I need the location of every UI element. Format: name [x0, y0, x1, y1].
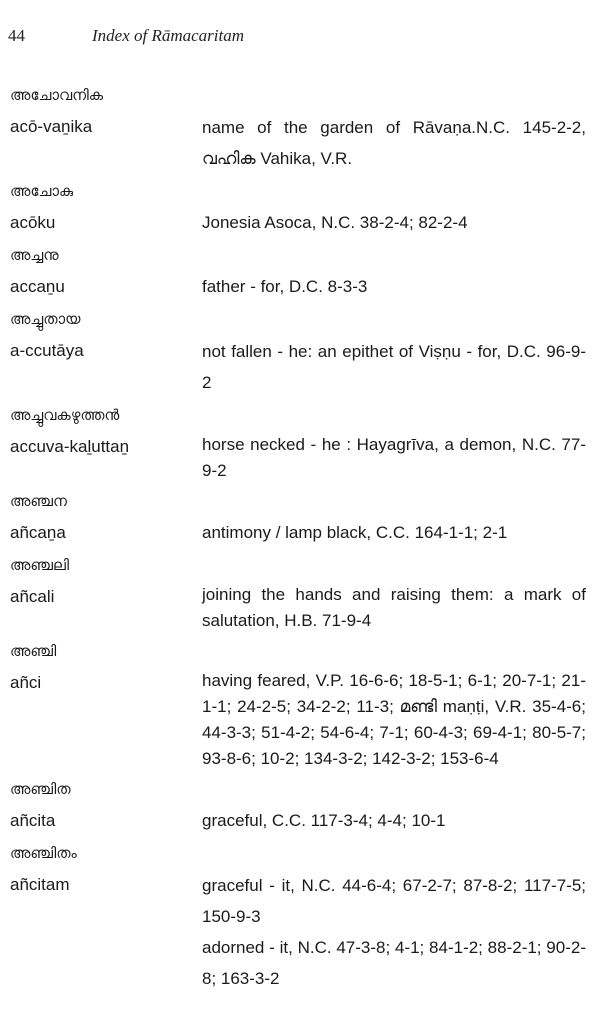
definition: name of the garden of Rāvaṇa.N.C. 145-2-2, വഹിക Vahika, V.R. — [202, 118, 586, 168]
index-entry — [10, 484, 586, 548]
definition: graceful - it, N.C. 44-6-4; 67-2-7; 87-8-2; 117-7-5; 150-9-3 — [202, 876, 586, 926]
malayalam-headword: അഞ്ചലി — [10, 556, 70, 574]
transliterated-headword: acō-vaṉika — [10, 117, 93, 136]
definition: antimony / lamp black, C.C. 164-1-1; 2-1 — [202, 523, 508, 542]
index-entry — [10, 398, 586, 484]
index-entries — [10, 78, 586, 994]
index-entry — [10, 78, 586, 174]
transliterated-headword: accuva-kaḻuttaṉ — [10, 437, 130, 456]
transliterated-headword: añcita — [10, 811, 56, 830]
definition: joining the hands and raising them: a mark of salutation, H.B. 71-9-4 — [202, 585, 586, 630]
malayalam-headword: അഞ്ചിത — [10, 780, 71, 798]
transliterated-headword: accaṉu — [10, 277, 65, 296]
malayalam-headword: അച്ചനു — [10, 246, 59, 264]
transliterated-headword: añcali — [10, 587, 55, 606]
definition: not fallen - he: an epithet of Viṣṇu - for, D.C. 96-9-2 — [202, 342, 586, 392]
malayalam-headword: അച്ചുതായ — [10, 310, 81, 328]
definition: Jonesia Asoca, N.C. 38-2-4; 82-2-4 — [202, 213, 468, 232]
index-entry — [10, 772, 586, 836]
malayalam-headword: അഞ്ചന — [10, 492, 67, 510]
transliterated-headword: añcitam — [10, 875, 70, 894]
malayalam-headword: അച്ചുവകഴുത്തൻ — [10, 406, 120, 424]
transliterated-headword: añcaṉa — [10, 523, 66, 542]
malayalam-headword: അചോവനിക — [10, 86, 104, 104]
index-entry — [10, 174, 586, 238]
index-entry — [10, 238, 586, 302]
transliterated-headword: a-ccutāya — [10, 341, 84, 360]
transliterated-headword: añci — [10, 673, 42, 692]
index-entry — [10, 548, 586, 634]
definition: horse necked - he : Hayagrīva, a demon, N.C. 77-9-2 — [202, 435, 586, 480]
page-header — [8, 26, 244, 46]
index-entry — [10, 302, 586, 398]
index-entry — [10, 836, 586, 994]
malayalam-headword: അഞ്ചിതം — [10, 844, 77, 862]
malayalam-headword: അചോകു — [10, 182, 74, 200]
definition: graceful, C.C. 117-3-4; 4-4; 10-1 — [202, 811, 446, 830]
definition: having feared, V.P. 16-6-6; 18-5-1; 6-1; 20-7-1; 21-1-1; 24-2-5; 34-2-2; 11-3; മണ്ടി maṇṭi, V.R. 35-4-6; 44-3-3; 51-4-2; 54-6-4; 7-1; 60-4-3; 69-4-1; 80-5-7; 93-8-6; 10-2; 134-3-2; 142-3-2; 153-6-4 — [202, 671, 586, 768]
transliterated-headword: acōku — [10, 213, 56, 232]
malayalam-headword: അഞ്ചി — [10, 642, 57, 660]
index-entry — [10, 634, 586, 772]
definition: father - for, D.C. 8-3-3 — [202, 277, 368, 296]
definition: adorned - it, N.C. 47-3-8; 4-1; 84-1-2; 88-2-1; 90-2-8; 163-3-2 — [202, 938, 586, 988]
page-number: 44 — [8, 26, 25, 45]
running-title: Index of Rāmacaritam — [92, 26, 245, 45]
